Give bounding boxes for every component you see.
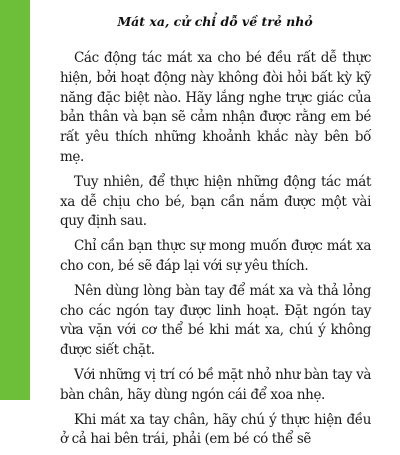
paragraph-1: Các động tác mát xa cho bé đều rất dễ thực hiện, bởi hoạt động này không đòi hỏi bất kỳ kỹ năng đặc biệt nào. Hãy lắng nghe trực giác của bản thân và bạn sẽ cảm nhận được rằng em bé rất yêu thích những khoảnh khắc này bên bố mẹ. bbox=[60, 50, 371, 165]
paragraph-3: Chỉ cần bạn thực sự mong muốn được mát xa cho con, bé sẽ đáp lại với sự yêu thích. bbox=[60, 238, 371, 274]
page-header-title: Mát xa, cử chỉ dỗ về trẻ nhỏ bbox=[117, 14, 313, 29]
paragraph-4: Nên dùng lòng bàn tay để mát xa và thả lỏng cho các ngón tay được linh hoạt. Đặt ngón tay vừa vặn với cơ thể bé khi mát xa, chú ý không được siết chặt. bbox=[60, 282, 371, 359]
paragraph-5: Với những vị trí có bề mặt nhỏ như bàn tay và bàn chân, hãy dùng ngón cái để xoa nhẹ. bbox=[60, 366, 371, 403]
paragraph-6: Khi mát xa tay chân, hãy chú ý thực hiện đều ở cả hai bên trái, phải (em bé có thể sẽ bbox=[60, 411, 371, 448]
green-side-bar bbox=[0, 0, 30, 400]
paragraph-2: Tuy nhiên, để thực hiện những động tác mát xa dễ chịu cho bé, bạn cần nắm được một vài quy định sau. bbox=[60, 173, 371, 230]
body-text bbox=[60, 49, 371, 455]
